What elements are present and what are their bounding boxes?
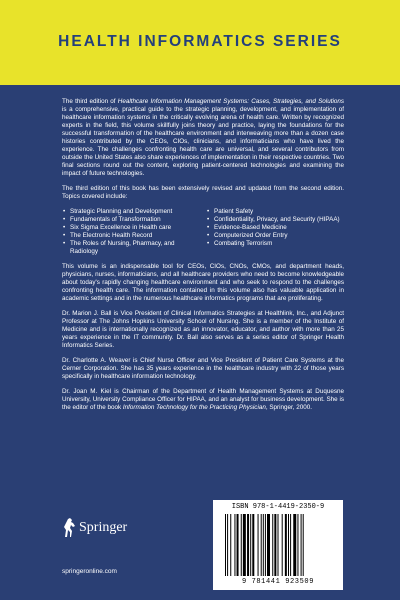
book-title-italic: Healthcare Information Management Systems: Cases, Strategies, and Solutions	[117, 98, 345, 105]
barcode-bar	[243, 514, 246, 576]
topics-list	[62, 208, 344, 256]
springer-logo	[62, 515, 142, 545]
bio-kiel-book-title: Information Technology for the Practicing Physician	[122, 404, 266, 411]
audience-paragraph: This volume is an indispensable tool for CEOs, CIOs, CNOs, CMOs, and department heads, physicians, nurses, informaticians, and all healthcare providers who need to become knowledgeable about today's rapidly changing healthcare environment and who seek to respond to the challenges confronting health care. The information contained in this volume also has valuable application in academic settings and in the numerous healthcare informatics programs that are proliferating.	[62, 263, 344, 302]
topic-item: • Evidence-Based Medicine	[214, 224, 344, 232]
topic-item: • Combating Terrorism	[214, 240, 344, 248]
description-body: is a comprehensive, practical guide to the strategic planning, development, and implementation of healthcare information systems in the critically evolving arena of health care. Written by recognized experts in the field, this volume skillfully joins theory and practice, laying the foundations for the successful transformation of the healthcare environment and interweaving more than a dozen case histories contributed by the CEOs, CIOs, clinicians, and informaticians who have lived the experience. The challenges confronting health care are universal, and several contributors from outside the United States also share experiences of implementation in their respective countries. Two final sections round out the content, exploring patient-centered technologies and examining the impact of future technologies.	[62, 106, 344, 177]
barcode-bar	[225, 514, 226, 576]
barcode-number: 9 781441 923509	[241, 578, 314, 586]
topic-item: • Strategic Planning and Development	[70, 208, 200, 216]
topic-item: • Six Sigma Excellence in Health care	[70, 224, 200, 232]
topic-item: • Fundamentals of Transformation	[70, 216, 200, 224]
topic-item: • Patient Safety	[214, 208, 344, 216]
series-banner	[0, 0, 400, 85]
barcode-bar	[237, 514, 239, 576]
isbn-barcode	[213, 500, 343, 590]
barcode-bar	[252, 514, 254, 576]
barcode-bar	[250, 514, 251, 576]
springer-horse-icon	[62, 517, 77, 539]
barcode-bar	[247, 514, 249, 576]
bio-kiel-suffix: , Springer, 2000.	[265, 404, 313, 411]
bio-kiel-text: Dr. Joan M. Kiel is Chairman of the Department of Health Management Systems at Duquesne University, University Compliance Officer for HIPAA, and an analyst for business development. She is the editor of the book	[62, 388, 344, 411]
barcode-bar	[285, 514, 287, 576]
barcode-bar	[234, 514, 235, 576]
description-intro: The third edition of	[62, 98, 118, 105]
topic-item: • Confidentiality, Privacy, and Security (HIPAA)	[214, 216, 344, 224]
bio-ball: Dr. Marion J. Ball is Vice President of Clinical Informatics Strategies at Healthlink, Inc., and Adjunct Professor at The Johns Hopkins University School of Nursing. She is a member of the Institute of Medicine and is internationally recognized as an innovator, educator, and author with more than 25 years experience in the IT community. Dr. Ball also serves as a series editor of Springer Health Informatics Series.	[62, 310, 344, 349]
barcode-bar	[258, 514, 259, 576]
edition-paragraph: The third edition of this book has been extensively revised and updated from the second edition. Topics covered include:	[62, 185, 344, 200]
barcode-bar	[241, 514, 242, 576]
barcode-bar	[290, 514, 291, 576]
topics-left-column	[62, 208, 200, 256]
barcode-bar	[274, 514, 276, 576]
barcode-bar	[261, 514, 262, 576]
topics-right-column	[206, 208, 344, 256]
barcode-bar	[227, 514, 228, 576]
bio-weaver: Dr. Charlotte A. Weaver is Chief Nurse Officer and Vice President of Patient Care Systems at the Cerner Corporation. She has 35 years experience in the healthcare industry with 22 of those years specifically in healthcare information technology.	[62, 357, 344, 380]
barcode-bar	[282, 514, 283, 576]
barcode-bar	[265, 514, 266, 576]
publisher-name: Springer	[79, 520, 128, 535]
topic-item: • Computerized Order Entry	[214, 232, 344, 240]
barcode-bar	[267, 514, 270, 576]
barcode-bar	[278, 514, 279, 576]
topic-item: • The Electronic Health Record	[70, 232, 200, 240]
barcode-bar	[272, 514, 273, 576]
barcode-bar	[301, 514, 302, 576]
bio-kiel	[62, 388, 344, 412]
barcode-bars	[223, 514, 333, 576]
back-cover-text	[62, 98, 344, 419]
barcode-bar	[263, 514, 264, 576]
barcode-bar	[303, 514, 304, 576]
barcode-bar	[288, 514, 289, 576]
publisher-website[interactable]: springeronline.com	[62, 568, 117, 575]
barcode-bar	[293, 514, 296, 576]
barcode-bar	[230, 514, 231, 576]
barcode-bar	[297, 514, 298, 576]
series-title: HEALTH INFORMATICS SERIES	[58, 33, 342, 50]
topic-item: • The Roles of Nursing, Pharmacy, and Radiology	[70, 240, 200, 256]
isbn-label: ISBN 978-1-4419-2350-9	[231, 503, 325, 511]
description-paragraph	[62, 98, 344, 178]
